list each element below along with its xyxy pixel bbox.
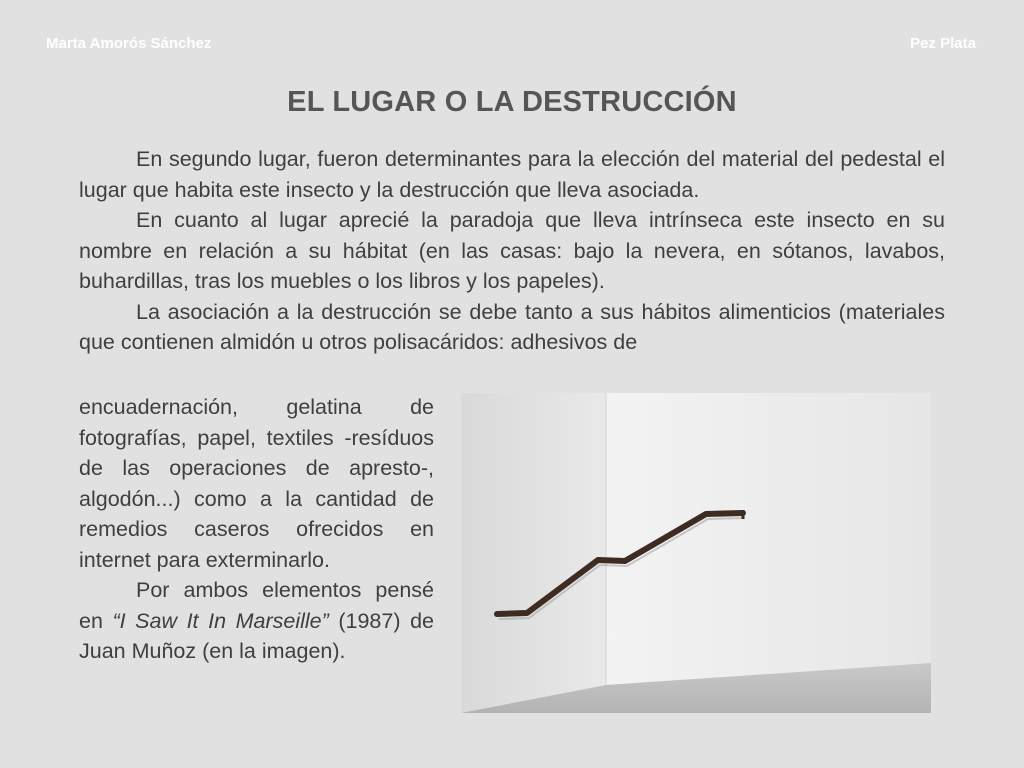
paragraph-4-before: Por ambos elementos pensé en: [79, 578, 434, 633]
artwork-title: “I Saw It In Marseille”: [112, 608, 329, 633]
paragraph-3-start: La asociación a la destrucción se debe tanto a sus hábitos alimenticios (materiales que contienen almidón u otros polisacáridos: adhesivos de: [79, 299, 945, 354]
artwork-photo: [461, 393, 931, 713]
author-name: Marta Amorós Sánchez: [46, 35, 212, 52]
slide-title: EL LUGAR O LA DESTRUCCIÓN: [287, 86, 737, 118]
paragraph-4: [79, 575, 434, 667]
handrail-sculpture-image: [461, 393, 931, 713]
paragraph-4-after: (1987) de Juan Muñoz (en la imagen).: [79, 608, 434, 663]
column-text: [79, 392, 434, 667]
body-text: [79, 144, 945, 358]
paragraph-1: En segundo lugar, fueron determinantes para la elección del material del pedestal el lugar que habita este insecto y la destrucción que lleva asociada.: [79, 147, 945, 202]
paragraph-3-end: encuadernación, gelatina de fotografías, papel, textiles -resíduos de las operaciones de apresto-, algodón...) como a la cantidad de remedios caseros ofrecidos en internet para exterminarlo.: [79, 395, 434, 572]
project-name: Pez Plata: [910, 35, 976, 52]
paragraph-2: En cuanto al lugar aprecié la paradoja que lleva intrínseca este insecto en su nombre en relación a su hábitat (en las casas: bajo la nevera, en sótanos, lavabos, buhardillas, tras los muebles o los libros y los papeles).: [79, 208, 945, 293]
